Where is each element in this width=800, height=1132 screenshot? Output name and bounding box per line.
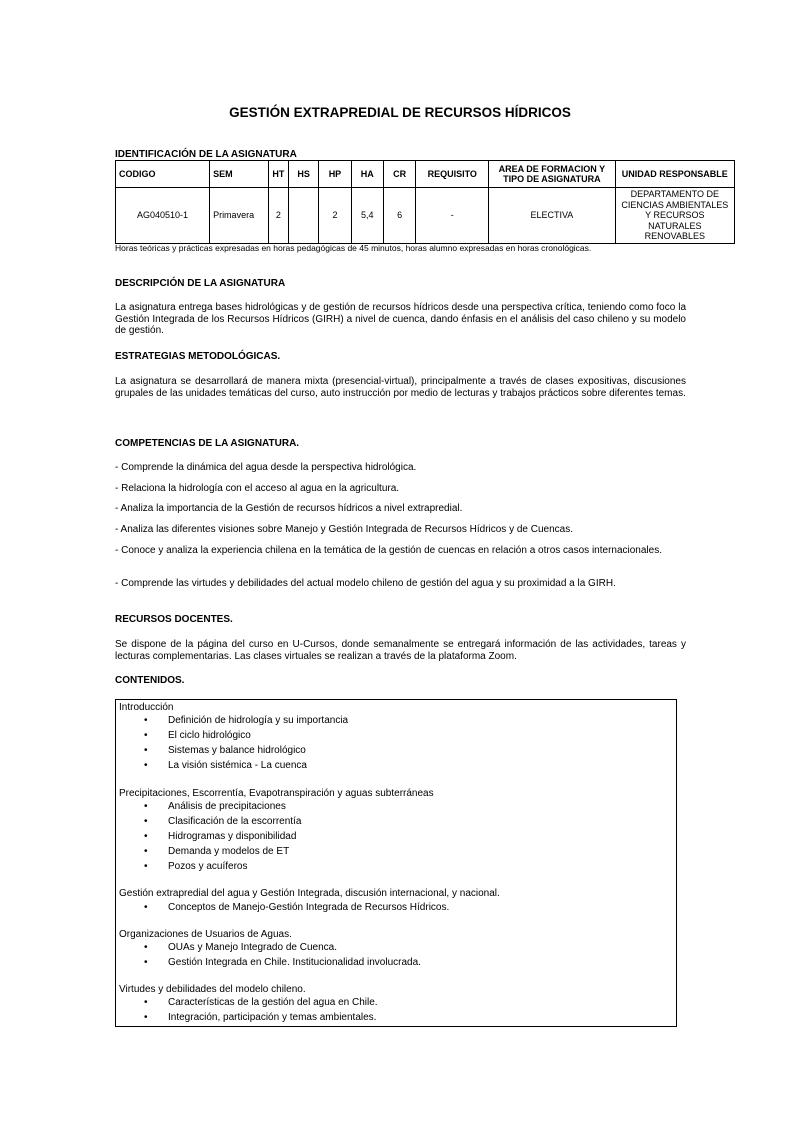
section-title: Introducción [119,702,174,713]
col-sem: SEM [210,161,269,188]
cell-area: ELECTIVA [489,188,615,244]
col-ht: HT [268,161,288,188]
descripcion-heading: DESCRIPCIÓN DE LA ASIGNATURA [115,278,286,289]
section-title: Gestión extrapredial del agua y Gestión Integrada, discusión internacional, y nacional. [119,888,500,899]
section-title: Precipitaciones, Escorrentía, Evapotranspiración y aguas subterráneas [119,788,434,799]
competencia-item: - Analiza las diferentes visiones sobre Manejo y Gestión Integrada de Recursos Hídricos y de Cuencas. [115,524,574,535]
document-title: GESTIÓN EXTRAPREDIAL DE RECURSOS HÍDRICOS [229,105,571,120]
table-header-row [116,161,735,188]
contenidos-heading: CONTENIDOS. [115,675,185,686]
cell-ha: 5,4 [351,188,383,244]
hours-note: Horas teóricas y prácticas expresadas en horas pedagógicas de 45 minutos, horas alumno expresadas en horas cronológicas. [115,243,592,253]
section-title: Organizaciones de Usuarios de Aguas. [119,929,292,940]
competencia-item: - Analiza la importancia de la Gestión de recursos hídricos a nivel extrapredial. [115,503,463,514]
section-title: Virtudes y debilidades del modelo chileno. [119,984,306,995]
competencia-item: - Conoce y analiza la experiencia chilena en la temática de la gestión de cuencas en relación a otros casos internacionales. [115,545,662,556]
cell-ht: 2 [268,188,288,244]
competencia-item: - Comprende las virtudes y debilidades del actual modelo chileno de gestión del agua y su proximidad a la GIRH. [115,578,616,589]
estrategias-text: La asignatura se desarrollará de manera mixta (presencial-virtual), principalmente a través de clases expositivas, discusiones grupales de las unidades temáticas del curso, auto instrucción por medio de lecturas y trabajos prácticos sobre diferentes temas. [115,376,686,399]
cell-requisito: - [416,188,489,244]
identificacion-heading: IDENTIFICACIÓN DE LA ASIGNATURA [115,149,297,160]
recursos-text: Se dispone de la página del curso en U-Cursos, donde semanalmente se entregará información de las actividades, tareas y lecturas complementarias. Las clases virtuales se realizan a través de la plataforma Zoom. [115,639,686,662]
recursos-heading: RECURSOS DOCENTES. [115,614,233,625]
col-hs: HS [288,161,318,188]
competencias-heading: COMPETENCIAS DE LA ASIGNATURA. [115,438,300,449]
cell-hs [288,188,318,244]
cell-unidad: DEPARTAMENTO DE CIENCIAS AMBIENTALES Y RECURSOS NATURALES RENOVABLES [615,188,734,244]
col-ha: HA [351,161,383,188]
cell-hp: 2 [319,188,351,244]
col-requisito: REQUISITO [416,161,489,188]
col-cr: CR [383,161,415,188]
identificacion-table [115,160,735,244]
col-area: AREA DE FORMACION Y TIPO DE ASIGNATURA [489,161,615,188]
estrategias-heading: ESTRATEGIAS METODOLÓGICAS. [115,351,281,362]
competencia-item: - Comprende la dinámica del agua desde la perspectiva hidrológica. [115,462,417,473]
cell-codigo: AG040510-1 [116,188,210,244]
col-hp: HP [319,161,351,188]
contenidos-box: Introducción Definición de hidrología y su importancia El ciclo hidrológico Sistemas y balance hidrológico La visión sistémica - La cuenca Precipitaciones, Escorrentía, Evapotranspiración y aguas subterráneas Análisis de precipitaciones Clasificación de la escorrentía Hidrogramas y disponibilidad Demanda y modelos de ET Pozos y acuíferos Gestión extrapredial del agua y Gestión Integrada, discusión internacional, y nacional. Conceptos de Manejo-Gestión Integrada de Recursos Hídricos. Organizaciones de Usuarios de Aguas. OUAs y Manejo Integrado de Cuenca. Gestión Integrada en Chile. Institucionalidad involucrada. Virtudes y debilidades del modelo chileno. Características de la gestión del agua en Chile. Integración, participación y temas ambientales. [115,699,677,1027]
cell-sem: Primavera [210,188,269,244]
col-codigo: CODIGO [116,161,210,188]
col-unidad: UNIDAD RESPONSABLE [615,161,734,188]
cell-cr: 6 [383,188,415,244]
competencia-item: - Relaciona la hidrología con el acceso al agua en la agricultura. [115,483,400,494]
descripcion-text: La asignatura entrega bases hidrológicas y de gestión de recursos hídricos desde una perspectiva crítica, teniendo como foco la Gestión Integrada de los Recursos Hídricos (GIRH) a nivel de cuenca, dando énfasis en el análisis del caso chileno y su modelo de gestión. [115,302,686,337]
table-row [116,188,735,244]
